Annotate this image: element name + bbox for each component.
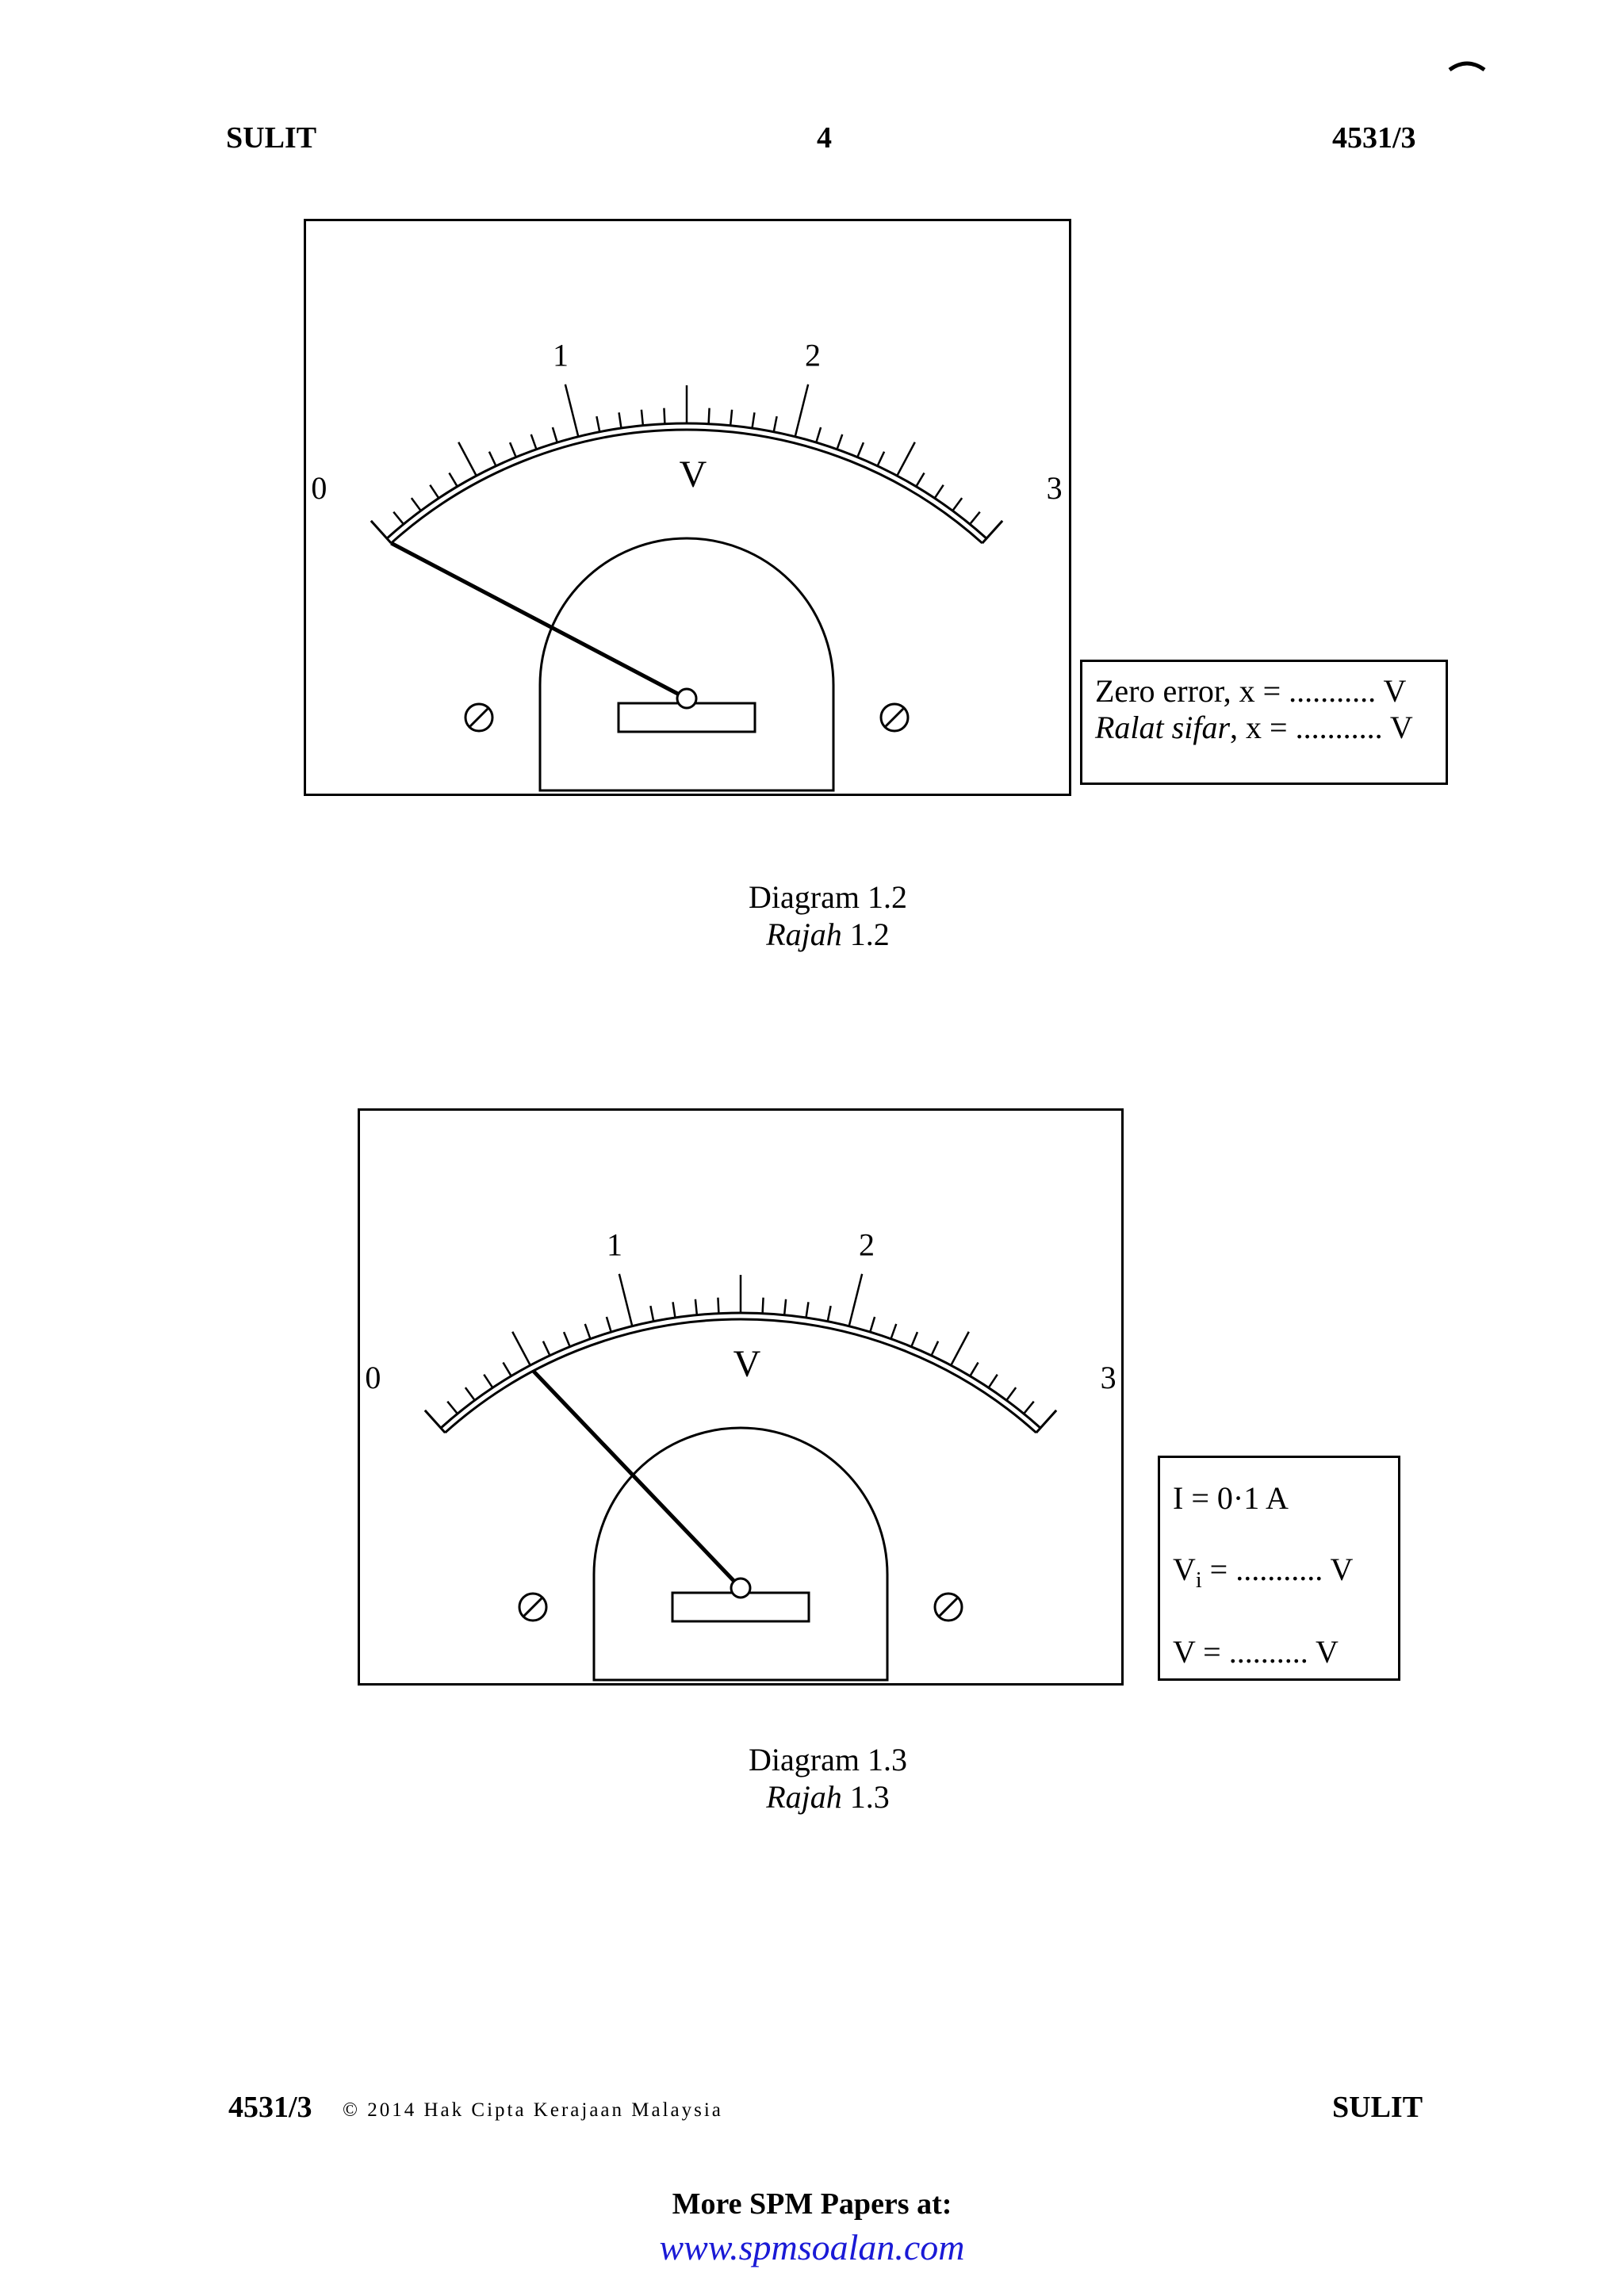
scale-tick [870,1317,875,1332]
scale-label: 0 [365,1359,381,1395]
header-sulit: SULIT [226,121,317,155]
scale-tick [935,485,944,499]
voltmeter-diagram-1-2 [306,221,1069,794]
footer-sulit: SULIT [1332,2091,1423,2124]
scale-tick [932,1341,939,1356]
caption-diagram-1-2-english: Diagram 1.2 [749,879,907,915]
scale-label: 2 [858,1226,875,1263]
meter-movement-housing [540,538,833,790]
corner-mark [1448,57,1486,73]
scale-tick [989,1375,998,1388]
scale-tick [664,408,665,424]
scale-tick [857,442,864,457]
scale-tick [650,1306,653,1322]
scale-tick [553,427,557,442]
scale-tick [806,1302,809,1318]
scale-end-mark [425,1410,445,1433]
scale-tick [503,1363,511,1376]
scale-tick [489,452,496,466]
scale-tick [795,385,808,437]
ralat-sifar-line [1095,710,1433,746]
scale-tick [1024,1402,1034,1414]
scale-tick [412,498,421,511]
scale-tick [512,1332,530,1365]
vi-subscript: i [1195,1568,1202,1593]
scale-tick [619,1274,632,1326]
scale-tick [695,1299,697,1315]
scale-tick [878,452,885,466]
scale-tick [619,412,622,428]
scale-tick [730,410,732,426]
scale-tick [449,473,457,487]
website-link[interactable]: www.spmsoalan.com [659,2227,965,2267]
scale-tick [828,1306,831,1322]
ralat-sifar-rest: , x = ........... V [1230,710,1413,745]
footer-paper-code: 4531/3 [228,2091,312,2124]
scale-tick [891,1324,897,1339]
scale-label: 2 [804,337,821,373]
scale-tick [970,1363,978,1376]
scale-tick [952,498,962,511]
scale-tick [447,1402,458,1414]
scale-tick [673,1302,676,1318]
caption-rajah-word: Rajah [766,1779,842,1815]
scale-label: 1 [553,337,569,373]
vi-symbol: V [1173,1552,1196,1587]
caption-diagram-1-2 [590,878,1066,953]
scale-tick [774,416,777,432]
scale-tick [465,1387,475,1400]
diagram-1-3-meter-panel [358,1108,1124,1686]
scale-tick [816,427,821,442]
ralat-sifar-label: Ralat sifar [1095,710,1231,745]
scale-tick [543,1341,550,1356]
caption-diagram-1-3 [590,1741,1066,1816]
scale-tick [510,442,516,457]
scale-end-mark [371,521,391,543]
scale-tick [607,1317,611,1332]
scale-tick [951,1332,969,1365]
scale-tick [564,1332,570,1346]
caption-diagram-1-3-malay [590,1778,1066,1816]
needle-pivot [731,1578,750,1598]
scale-tick [596,416,599,432]
vi-rest: = ........... V [1201,1552,1354,1587]
scale-tick [970,512,980,524]
voltmeter-diagram-1-3 [360,1111,1121,1683]
scale-tick [763,1298,764,1314]
scale-tick [911,1332,917,1346]
caption-diagram-1-3-english: Diagram 1.3 [749,1742,907,1777]
scale-end-mark [982,521,1002,543]
scale-end-mark [1036,1410,1056,1433]
caption-rajah-number: 1.2 [841,916,890,952]
diagram-1-2-meter-panel [304,219,1071,796]
scale-tick [458,442,477,476]
scale-label: 0 [311,469,327,506]
vi-line [1173,1534,1385,1617]
unit-symbol: V [679,453,707,496]
scale-tick [430,485,439,499]
scale-tick [897,442,915,476]
scale-tick [565,385,578,437]
footer-copyright: © 2014 Hak Cipta Kerajaan Malaysia [343,2099,723,2121]
caption-rajah-number: 1.3 [841,1779,890,1815]
scale-tick [484,1375,492,1388]
scale-label: 3 [1100,1359,1116,1395]
page-number: 4 [817,121,832,155]
scale-tick [849,1274,862,1326]
scale-tick [916,473,924,487]
needle-pivot [677,689,696,708]
header-paper-code: 4531/3 [1332,121,1416,155]
scale-tick [642,410,643,426]
more-papers-text: More SPM Papers at: [672,2187,952,2221]
scale-tick [837,434,843,450]
meter-movement-housing [594,1428,887,1680]
scale-tick [585,1324,591,1339]
scale-tick [753,412,755,428]
scale-tick [784,1299,786,1315]
zero-error-answer-box [1080,660,1448,785]
v-line: V = .......... V [1173,1634,1339,1670]
scale-tick [531,434,537,450]
caption-rajah-word: Rajah [766,916,842,952]
scale-tick [1006,1387,1016,1400]
zero-error-line: Zero error, x = ........... V [1095,673,1407,709]
scale-tick [709,408,710,424]
scale-label: 1 [607,1226,623,1263]
scale-tick [393,512,404,524]
current-line: I = 0·1 A [1173,1480,1289,1516]
caption-diagram-1-2-malay [590,916,1066,953]
unit-symbol: V [733,1343,761,1385]
scale-label: 3 [1046,469,1063,506]
current-voltage-answer-box [1158,1456,1400,1681]
